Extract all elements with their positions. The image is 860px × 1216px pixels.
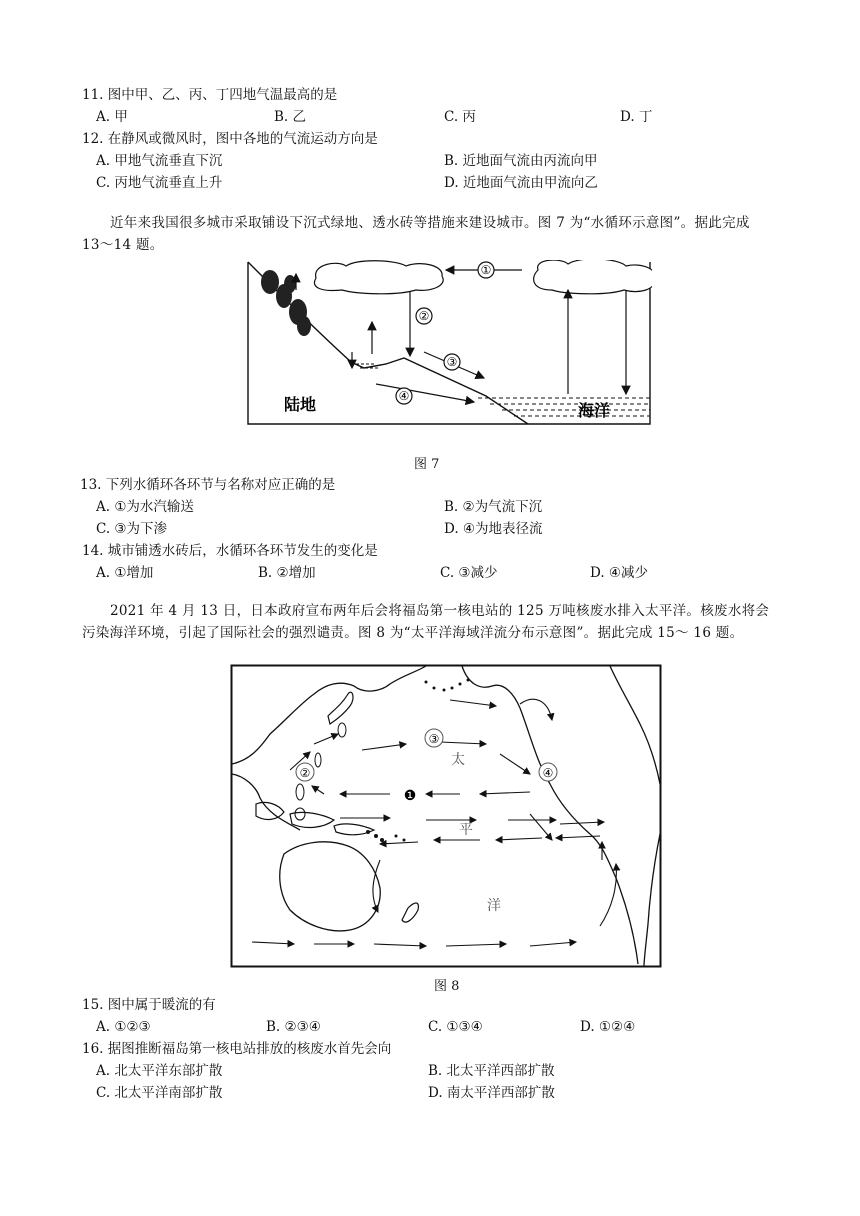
q11-option-c[interactable]: C. 丙 bbox=[444, 109, 476, 125]
q13-option-d[interactable]: D. ④为地表径流 bbox=[444, 521, 543, 537]
q16-option-c[interactable]: C. 北太平洋南部扩散 bbox=[96, 1085, 223, 1101]
q14-option-c[interactable]: C. ③减少 bbox=[440, 565, 498, 581]
q16-option-b[interactable]: B. 北太平洋西部扩散 bbox=[428, 1063, 555, 1079]
fig8-label-2: ② bbox=[299, 766, 311, 780]
figure-7-caption: 图 7 bbox=[414, 457, 440, 472]
q15-option-c[interactable]: C. ①③④ bbox=[428, 1019, 483, 1035]
q11-option-d[interactable]: D. 丁 bbox=[620, 109, 653, 125]
figure-8-caption: 图 8 bbox=[434, 979, 460, 994]
fig7-label-1: ① bbox=[480, 263, 492, 277]
fig7-ocean-label: 海洋 bbox=[578, 401, 611, 420]
figure-8-pacific-currents bbox=[230, 664, 662, 968]
q16-option-a[interactable]: A. 北太平洋东部扩散 bbox=[96, 1063, 223, 1079]
q14-option-d[interactable]: D. ④减少 bbox=[590, 565, 649, 581]
passage-water-cycle: 近年来我国很多城市采取铺设下沉式绿地、透水砖等措施来建设城市。图 7 为“水循环示意图”。据此完成 13～14 题。 bbox=[82, 215, 750, 253]
q12-option-c[interactable]: C. 丙地气流垂直上升 bbox=[96, 175, 223, 191]
fig7-land-label: 陆地 bbox=[284, 395, 317, 414]
fig8-label-1: ❶ bbox=[403, 788, 417, 804]
q11-option-b[interactable]: B. 乙 bbox=[274, 109, 307, 125]
q15-option-d[interactable]: D. ①②④ bbox=[580, 1019, 636, 1035]
fig8-char-ping: 平 bbox=[459, 822, 473, 838]
q16-stem: 16. 据图推断福岛第一核电站排放的核废水首先会向 bbox=[82, 1041, 392, 1057]
passage-fukushima: 2021 年 4 月 13 日，日本政府宣布两年后会将福岛第一核电站的 125 万吨核废水排入太平洋。核废水将会污染海洋环境，引起了国际社会的强烈谴责。图 8 为“太平洋海域洋流分布示意图”。据此完成 15～ 16 题。 bbox=[82, 603, 770, 641]
fig8-label-4: ④ bbox=[542, 766, 554, 780]
q15-stem: 15. 图中属于暖流的有 bbox=[82, 997, 216, 1013]
q11-option-a[interactable]: A. 甲 bbox=[96, 109, 128, 125]
q12-stem: 12. 在静风或微风时，图中各地的气流运动方向是 bbox=[82, 131, 378, 147]
q13-option-b[interactable]: B. ②为气流下沉 bbox=[444, 499, 543, 515]
q11-stem: 11. 图中甲、乙、丙、丁四地气温最高的是 bbox=[82, 87, 338, 103]
fig8-char-yang: 洋 bbox=[487, 898, 501, 914]
q15-option-b[interactable]: B. ②③④ bbox=[266, 1019, 321, 1035]
q12-option-d[interactable]: D. 近地面气流由甲流向乙 bbox=[444, 175, 598, 191]
q14-option-a[interactable]: A. ①增加 bbox=[96, 565, 154, 581]
q14-option-b[interactable]: B. ②增加 bbox=[258, 565, 316, 581]
q16-option-d[interactable]: D. 南太平洋西部扩散 bbox=[428, 1085, 555, 1101]
q15-option-a[interactable]: A. ①②③ bbox=[96, 1019, 151, 1035]
q12-option-a[interactable]: A. 甲地气流垂直下沉 bbox=[96, 153, 223, 169]
figure-7-water-cycle bbox=[246, 260, 652, 428]
q13-stem: 13. 下列水循环各环节与名称对应正确的是 bbox=[80, 477, 336, 493]
q14-stem: 14. 城市铺透水砖后，水循环各环节发生的变化是 bbox=[82, 543, 378, 559]
fig7-label-3: ③ bbox=[446, 355, 458, 369]
q13-option-a[interactable]: A. ①为水汽输送 bbox=[96, 499, 194, 515]
fig8-char-tai: 太 bbox=[451, 752, 465, 768]
fig7-label-4: ④ bbox=[398, 389, 410, 403]
q12-option-b[interactable]: B. 近地面气流由丙流向甲 bbox=[444, 153, 598, 169]
fig7-label-2: ② bbox=[418, 309, 430, 323]
q13-option-c[interactable]: C. ③为下渗 bbox=[96, 521, 168, 537]
fig8-label-3: ③ bbox=[428, 732, 440, 746]
